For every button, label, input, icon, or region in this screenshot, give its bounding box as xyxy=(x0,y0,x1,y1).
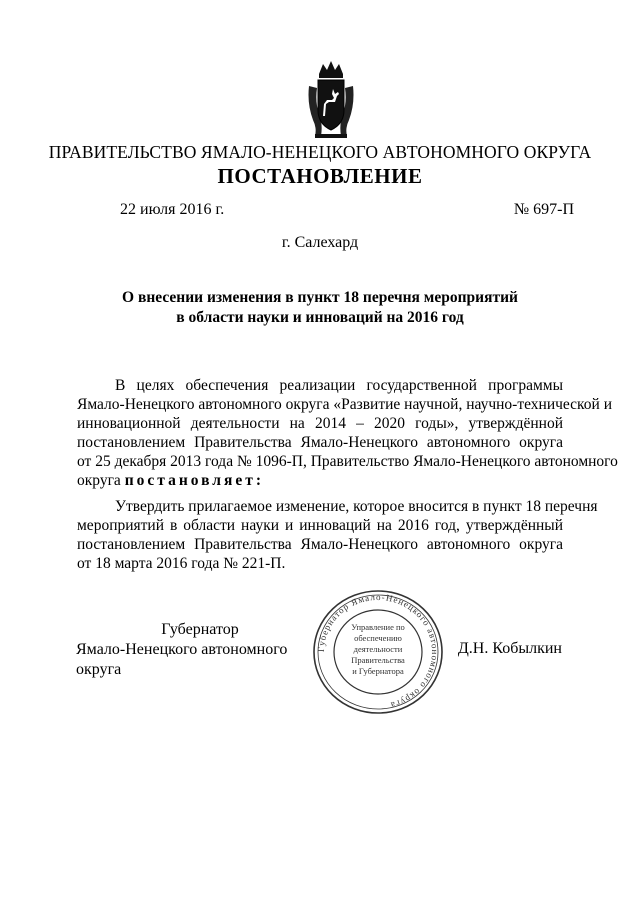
organization-name: ПРАВИТЕЛЬСТВО ЯМАЛО-НЕНЕЦКОГО АВТОНОМНОГО ОКРУГА xyxy=(48,142,592,162)
stamp-inner-line: Правительства xyxy=(351,655,405,665)
signatory-position xyxy=(70,620,330,680)
title-line: О внесении изменения в пункт 18 перечня мероприятий xyxy=(122,289,518,306)
document-title xyxy=(0,288,640,328)
text-line: мероприятий в области науки и инноваций на 2016 год, утверждённый xyxy=(77,517,563,534)
title-line: в области науки и инноваций на 2016 год xyxy=(176,309,464,326)
stamp-inner-line: деятельности xyxy=(353,644,403,654)
text-line xyxy=(77,471,563,490)
paragraph-resolution xyxy=(77,497,598,573)
text-line: постановлением Правительства Ямало-Ненецкого автономного округа xyxy=(77,434,563,451)
official-stamp xyxy=(310,588,446,716)
signatory-name: Д.Н. Кобылкин xyxy=(457,640,562,657)
resolves-word: постановляет: xyxy=(124,472,265,489)
position-region: Ямало-Ненецкого автономного округа xyxy=(76,641,288,678)
document-type: ПОСТАНОВЛЕНИЕ xyxy=(217,164,423,188)
stamp-outer-text: Губернатор Ямало-Ненецкого автономного округа xyxy=(315,591,441,711)
text-line: Утвердить прилагаемое изменение, которое вносится в пункт 18 перечня xyxy=(115,498,598,515)
position-title: Губернатор xyxy=(161,621,239,638)
stamp-inner-line: обеспечению xyxy=(354,633,402,643)
paragraph-preamble xyxy=(77,376,618,490)
document-city: г. Салехард xyxy=(281,234,359,251)
text-line: инновационной деятельности на 2014 – 2020 годы», утверждённой xyxy=(77,415,563,432)
text-line: от 25 декабря 2013 года № 1096-П, Правительство Ямало-Ненецкого автономного xyxy=(77,453,618,470)
document-number: № 697-П xyxy=(513,201,574,218)
text-line: Ямало-Ненецкого автономного округа «Развитие научной, научно-технической и xyxy=(77,396,613,413)
text-line: В целях обеспечения реализации государственной программы xyxy=(115,377,563,394)
yamal-coat-of-arms-icon xyxy=(305,58,357,140)
stamp-inner-line: и Губернатора xyxy=(352,666,404,676)
document-date: 22 июля 2016 г. xyxy=(120,201,225,218)
text-line: от 18 марта 2016 года № 221-П. xyxy=(77,555,286,572)
stamp-inner-line: Управление по xyxy=(351,622,405,632)
text-fragment: округа xyxy=(77,472,125,489)
text-line: постановлением Правительства Ямало-Ненецкого автономного округа xyxy=(77,536,563,553)
